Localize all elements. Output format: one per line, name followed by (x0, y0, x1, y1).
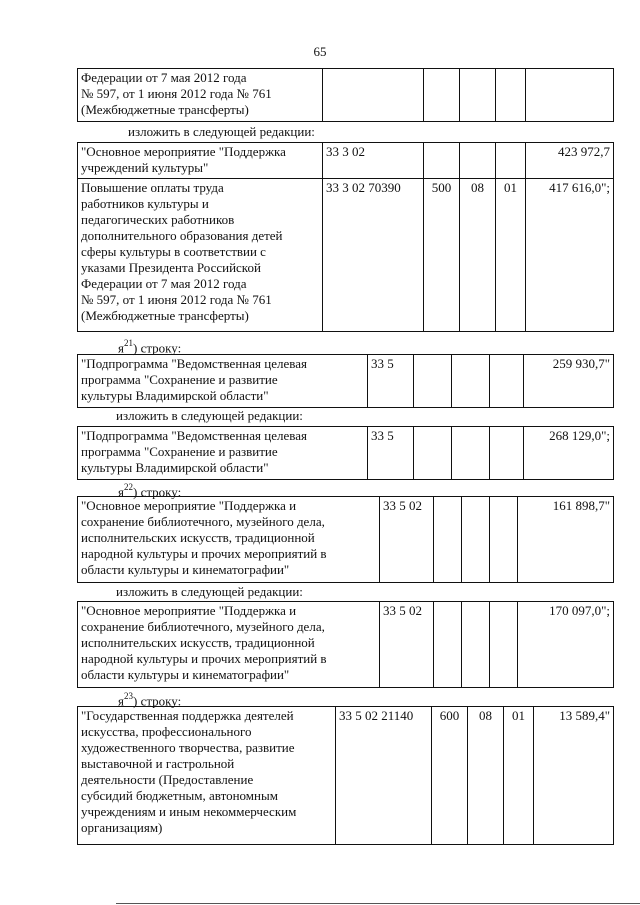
table-row (78, 69, 614, 122)
row-rz (462, 602, 490, 688)
row-pr (490, 497, 518, 583)
row-vr (424, 143, 460, 179)
row-vr (414, 427, 452, 480)
amendment-instruction: изложить в следующей редакции: (116, 408, 303, 423)
amendment-instruction: изложить в следующей редакции: (128, 124, 315, 139)
row-vr (414, 355, 452, 408)
row-amount: 170 097,0"; (518, 602, 614, 688)
row-amount: 423 972,7 (526, 143, 614, 179)
row-code: 33 3 02 (323, 143, 424, 179)
row-rz (460, 143, 496, 179)
budget-table-state-support (77, 706, 614, 845)
row-code: 33 5 02 (380, 497, 434, 583)
row-rz: 08 (468, 707, 504, 845)
row-name: Федерации от 7 мая 2012 года № 597, от 1 июня 2012 года № 761 (Межбюджетные трансферты) (78, 69, 323, 122)
table-row (78, 602, 614, 688)
table-row (78, 497, 614, 583)
row-code (323, 69, 424, 122)
row-vr: 600 (432, 707, 468, 845)
row-name: "Подпрограмма "Ведомственная целевая программа "Сохранение и развитие культуры Владимирской области" (78, 427, 368, 480)
row-vr (434, 497, 462, 583)
row-code: 33 5 (368, 355, 414, 408)
row-vr (434, 602, 462, 688)
row-rz (462, 497, 490, 583)
budget-table-replacement-1 (77, 142, 614, 332)
row-pr (496, 143, 526, 179)
amendment-instruction: изложить в следующей редакции: (116, 584, 303, 599)
page-number: 65 (313, 44, 327, 59)
table-row (78, 355, 614, 408)
item-22-heading: $я^{22}$) строку: (118, 482, 182, 500)
row-name: "Основное мероприятие "Поддержка учреждений культуры" (78, 143, 323, 179)
page-bottom-rule (116, 903, 640, 904)
row-pr (490, 355, 524, 408)
row-amount: 417 616,0"; (526, 179, 614, 332)
row-vr (424, 69, 460, 122)
row-name: Повышение оплаты труда работников культуры и педагогических работников дополнительного образования детей сферы культуры в соответствии с указами Президента Российской Федерации от 7 мая 2012 года № 597, от 1 июня 2012 года № 761 (Межбюджетные трансферты) (78, 179, 323, 332)
row-code: 33 5 (368, 427, 414, 480)
row-amount: 268 129,0"; (524, 427, 614, 480)
row-rz (452, 355, 490, 408)
row-amount: 259 930,7" (524, 355, 614, 408)
budget-table-subprogram-new (77, 426, 614, 480)
table-row (78, 143, 614, 179)
row-amount: 161 898,7" (518, 497, 614, 583)
row-pr (490, 602, 518, 688)
row-rz (460, 69, 496, 122)
table-row (78, 427, 614, 480)
row-pr: 01 (504, 707, 534, 845)
row-rz (452, 427, 490, 480)
row-vr: 500 (424, 179, 460, 332)
row-code: 33 5 02 (380, 602, 434, 688)
budget-table-activity-new (77, 601, 614, 688)
row-pr (496, 69, 526, 122)
item-21-heading: $я^{21}$) строку: (118, 338, 182, 356)
table-row (78, 179, 614, 332)
row-name: "Основное мероприятие "Поддержка и сохранение библиотечного, музейного дела, исполнительских искусств, традиционной народной культуры и прочих мероприятий в области культуры и кинематографии" (78, 602, 380, 688)
budget-table-subprogram-old (77, 354, 614, 408)
row-rz: 08 (460, 179, 496, 332)
row-code: 33 5 02 21140 (336, 707, 432, 845)
row-name: "Основное мероприятие "Поддержка и сохранение библиотечного, музейного дела, исполнительских искусств, традиционной народной культуры и прочих мероприятий в области культуры и кинематографии" (78, 497, 380, 583)
table-row (78, 707, 614, 845)
row-name: "Подпрограмма "Ведомственная целевая программа "Сохранение и развитие культуры Владимирской области" (78, 355, 368, 408)
row-pr (490, 427, 524, 480)
row-code: 33 3 02 70390 (323, 179, 424, 332)
item-23-heading: $я^{23}$) строку: (118, 691, 182, 709)
row-amount (526, 69, 614, 122)
row-pr: 01 (496, 179, 526, 332)
budget-table-continuation (77, 68, 614, 122)
row-name: "Государственная поддержка деятелей искусства, профессионального художественного творчества, развитие выставочной и гастрольной деятельности (Предоставление субсидий бюджетным, автономным учреждениям и иным некоммерческим организациям) (78, 707, 336, 845)
budget-table-activity-old (77, 496, 614, 583)
row-amount: 13 589,4" (534, 707, 614, 845)
